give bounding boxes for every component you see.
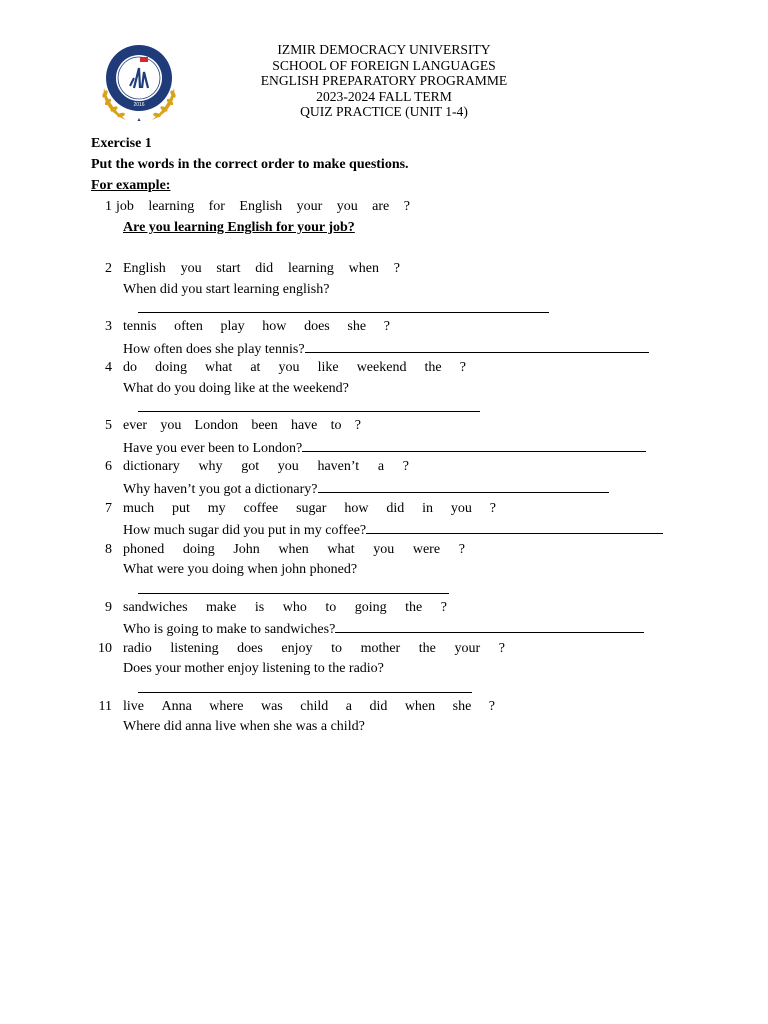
scrambled-word: dictionary	[123, 459, 180, 474]
scrambled-word: a	[377, 459, 385, 474]
answer-line[interactable]	[123, 521, 663, 539]
scrambled-word: the	[424, 360, 442, 375]
scrambled-word: weekend	[356, 360, 407, 375]
question-number: 2	[105, 261, 112, 276]
scrambled-word: did	[369, 699, 388, 714]
answer-blank	[318, 480, 609, 493]
scrambled-word: does	[237, 641, 263, 656]
scrambled-words	[116, 199, 410, 215]
scrambled-word: been	[251, 418, 278, 433]
answer-blank	[366, 521, 663, 534]
answer-text: How much sugar did you put in my coffee?	[123, 523, 367, 538]
scrambled-word: much	[123, 501, 155, 516]
scrambled-word: for	[208, 199, 225, 214]
scrambled-word: were	[412, 542, 441, 557]
answer-text: What were you doing when john phoned?	[123, 562, 358, 577]
scrambled-word: when	[278, 542, 309, 557]
scrambled-word: going	[354, 600, 387, 615]
scrambled-word: learning	[287, 261, 334, 276]
scrambled-word: to	[330, 418, 342, 433]
answer-line[interactable]	[123, 381, 349, 397]
question-number: 4	[105, 360, 112, 375]
question-number: 11	[98, 699, 112, 714]
answer-line[interactable]	[123, 562, 357, 578]
scrambled-word: ?	[458, 542, 465, 557]
answer-line[interactable]	[123, 661, 384, 677]
scrambled-word: you	[180, 261, 202, 276]
scrambled-word: you	[450, 501, 472, 516]
scrambled-word: London	[194, 418, 239, 433]
question-number: 8	[105, 542, 112, 557]
scrambled-word: are	[372, 199, 390, 214]
scrambled-word: you	[277, 459, 299, 474]
scrambled-word: live	[123, 699, 144, 714]
question-number: 9	[105, 600, 112, 615]
scrambled-word: have	[290, 418, 318, 433]
scrambled-word: ?	[354, 418, 361, 433]
question-number: 7	[105, 501, 112, 516]
scrambled-word: what	[327, 542, 355, 557]
answer-line[interactable]	[123, 439, 646, 457]
scrambled-word: you	[278, 360, 300, 375]
scrambled-word: did	[386, 501, 405, 516]
answer-line[interactable]	[123, 220, 355, 236]
scrambled-word: ?	[393, 261, 400, 276]
answer-blank	[302, 439, 646, 452]
scrambled-word: does	[304, 319, 330, 334]
scrambled-word: who	[282, 600, 307, 615]
scrambled-word: sandwiches	[123, 600, 188, 615]
exercise-title: Exercise 1	[91, 136, 152, 151]
scrambled-word: where	[209, 699, 244, 714]
scrambled-word: play	[220, 319, 245, 334]
scrambled-word: doing	[182, 542, 215, 557]
scrambled-word: English	[123, 261, 166, 276]
answer-blank	[138, 312, 549, 313]
scrambled-word: ?	[402, 459, 409, 474]
scrambled-word: enjoy	[281, 641, 313, 656]
question-number: 5	[105, 418, 112, 433]
answer-blank	[305, 340, 649, 353]
scrambled-words	[123, 699, 495, 715]
answer-line[interactable]	[123, 620, 644, 638]
scrambled-word: phoned	[123, 542, 165, 557]
header-term: 2023-2024 FALL TERM	[316, 88, 452, 104]
answer-text: Where did anna live when she was a child?	[123, 719, 365, 734]
question-number: 6	[105, 459, 112, 474]
answer-text: Are you learning English for your job?	[123, 220, 355, 235]
answer-text: Does your mother enjoy listening to the radio?	[123, 661, 384, 676]
scrambled-word: Anna	[161, 699, 192, 714]
scrambled-word: you	[336, 199, 358, 214]
scrambled-word: doing	[155, 360, 187, 375]
scrambled-word: did	[255, 261, 274, 276]
answer-blank	[138, 692, 472, 693]
scrambled-word: the	[418, 641, 436, 656]
scrambled-words	[123, 261, 400, 277]
scrambled-word: is	[254, 600, 265, 615]
scrambled-word: radio	[123, 641, 152, 656]
scrambled-word: your	[296, 199, 323, 214]
scrambled-word: John	[233, 542, 260, 557]
scrambled-word: why	[198, 459, 223, 474]
scrambled-words	[123, 418, 361, 434]
answer-text: What do you doing like at the weekend?	[123, 381, 349, 396]
scrambled-word: job	[116, 199, 134, 214]
scrambled-word: when	[404, 699, 436, 714]
header-school: SCHOOL OF FOREIGN LANGUAGES	[272, 57, 496, 73]
scrambled-word: what	[205, 360, 233, 375]
scrambled-word: like	[317, 360, 339, 375]
scrambled-word: how	[344, 501, 369, 516]
scrambled-word: learning	[148, 199, 195, 214]
scrambled-word: ?	[488, 699, 495, 714]
scrambled-word: English	[239, 199, 283, 214]
question-number: 1	[105, 199, 112, 214]
scrambled-word: you	[160, 418, 182, 433]
scrambled-word: ?	[403, 199, 410, 214]
scrambled-word: ?	[440, 600, 447, 615]
scrambled-word: to	[331, 641, 342, 656]
scrambled-word: start	[216, 261, 241, 276]
scrambled-words	[123, 459, 409, 475]
scrambled-word: she	[347, 319, 367, 334]
scrambled-word: she	[452, 699, 472, 714]
answer-text: How often does she play tennis?	[123, 342, 305, 357]
scrambled-word: tennis	[123, 319, 157, 334]
answer-text: Why haven’t you got a dictionary?	[123, 482, 318, 497]
scrambled-word: your	[454, 641, 481, 656]
answer-blank	[138, 593, 449, 594]
scrambled-word: a	[345, 699, 352, 714]
scrambled-words	[123, 360, 466, 376]
answer-line[interactable]	[123, 340, 649, 358]
university-seal-icon	[96, 38, 182, 124]
scrambled-word: often	[174, 319, 203, 334]
scrambled-word: listening	[170, 641, 219, 656]
answer-text: Who is going to make to sandwiches?	[123, 622, 336, 637]
scrambled-word: at	[250, 360, 261, 375]
scrambled-word: child	[300, 699, 329, 714]
header-quiz: QUIZ PRACTICE (UNIT 1-4)	[300, 104, 468, 119]
answer-text: Have you ever been to London?	[123, 441, 303, 456]
scrambled-word: mother	[360, 641, 401, 656]
scrambled-words	[123, 319, 390, 335]
scrambled-word: ever	[123, 418, 148, 433]
scrambled-words	[123, 600, 447, 616]
scrambled-word: how	[262, 319, 287, 334]
scrambled-word: make	[206, 600, 237, 615]
scrambled-words	[123, 542, 465, 558]
svg-text:2016: 2016	[133, 102, 145, 108]
scrambled-word: in	[422, 501, 433, 516]
scrambled-word: was	[260, 699, 283, 714]
answer-text: When did you start learning english?	[123, 282, 330, 297]
scrambled-word: when	[348, 261, 379, 276]
scrambled-word: do	[123, 360, 137, 375]
scrambled-word: sugar	[296, 501, 327, 516]
scrambled-word: ?	[489, 501, 496, 516]
answer-blank	[138, 411, 480, 412]
answer-line[interactable]	[123, 282, 329, 298]
scrambled-word: my	[207, 501, 226, 516]
question-number: 3	[105, 319, 112, 334]
scrambled-word: the	[405, 600, 423, 615]
document-header	[250, 42, 518, 120]
header-university: IZMIR DEMOCRACY UNIVERSITY	[277, 42, 491, 57]
header-programme: ENGLISH PREPARATORY PROGRAMME	[260, 73, 508, 88]
scrambled-word: ?	[498, 641, 505, 656]
answer-line[interactable]	[123, 719, 365, 735]
scrambled-word: ?	[383, 319, 390, 334]
example-label: For example:	[91, 178, 171, 193]
answer-line[interactable]	[123, 480, 609, 498]
scrambled-words	[123, 641, 505, 657]
scrambled-words	[123, 501, 496, 517]
exercise-instruction: Put the words in the correct order to make questions.	[91, 157, 409, 172]
scrambled-word: to	[325, 600, 337, 615]
scrambled-word: ?	[459, 360, 466, 375]
scrambled-word: put	[171, 501, 190, 516]
answer-blank	[335, 620, 644, 633]
scrambled-word: haven’t	[317, 459, 360, 474]
scrambled-word: coffee	[243, 501, 279, 516]
scrambled-word: you	[373, 542, 395, 557]
question-number: 10	[98, 641, 112, 656]
scrambled-word: got	[241, 459, 260, 474]
